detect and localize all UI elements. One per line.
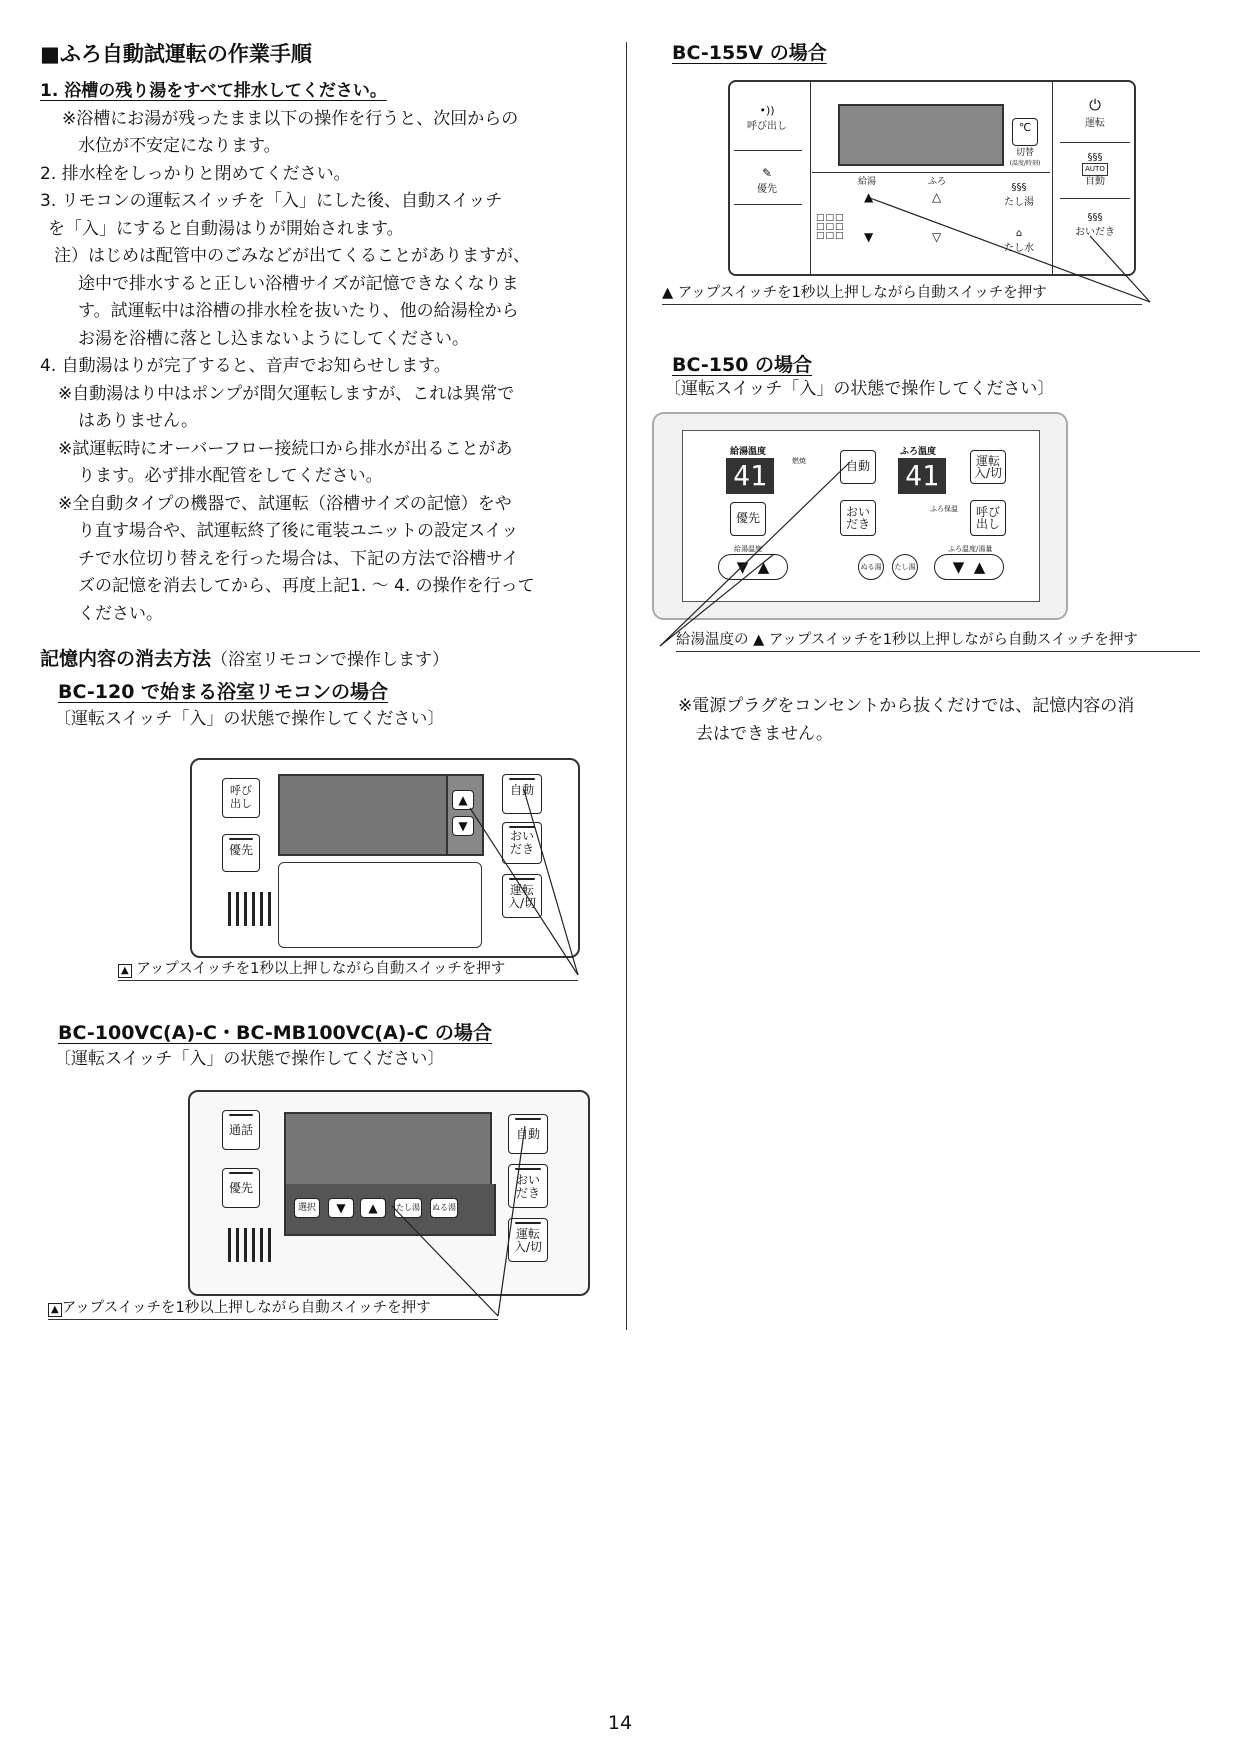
step-4-note3-cont4: ください。	[78, 603, 163, 624]
bc100-nuruyu-button[interactable]: ぬる湯	[430, 1198, 458, 1218]
bc100-oidaki-button[interactable]: おい だき	[508, 1164, 548, 1208]
bc155-kiri-button[interactable]: ℃	[1012, 118, 1038, 146]
bc150-right-display: 41	[898, 458, 946, 494]
bc155-furo-down-button[interactable]: ▽	[932, 230, 942, 244]
bc150-unten-button[interactable]: 運転 入/切	[970, 450, 1006, 484]
bc155-kyuto-label: 給湯	[858, 177, 877, 187]
bc150-yusen-button[interactable]: 優先	[730, 502, 766, 536]
step-4-note1: ※自動湯はり中はポンプが間欠運転しますが、これは異常で	[58, 383, 515, 404]
step-4-note3-cont2: チで水位切り替えを行った場合は、下記の方法で浴槽サイ	[78, 548, 519, 569]
step-2: 2. 排水栓をしっかりと閉めてください。	[40, 163, 351, 184]
bc100-condition: 〔運転スイッチ「入」の状態で操作してください〕	[54, 1049, 445, 1069]
step-4: 4. 自動湯はりが完了すると、音声でお知らせします。	[40, 356, 451, 376]
step-3-cont: を「入」にすると自動湯はりが開始されます。	[48, 218, 404, 239]
power-icon: ⏻	[1089, 96, 1101, 114]
bc100-tsuwa-button[interactable]: 通話	[222, 1110, 260, 1150]
bc155-yusen-button[interactable]: ✎ 優先	[757, 166, 777, 195]
bc155-kyuto-down-button[interactable]: ▼	[864, 230, 874, 244]
bc100-tashiyu-button[interactable]: たし湯	[394, 1198, 422, 1218]
bc150-nuruyu-button[interactable]: ぬる湯	[858, 554, 884, 580]
step-3-note-cont1: 途中で排水すると正しい浴槽サイズが記憶できなくなりま	[78, 273, 519, 294]
bc155-oidaki-button[interactable]: §§§ おいだき	[1075, 212, 1115, 238]
up-icon: ▲	[48, 1303, 62, 1317]
bc100-caption: ▲ アップスイッチを1秒以上押しながら自動スイッチを押す	[48, 1296, 498, 1320]
bc100-title: BC-100VC(A)-C・BC-MB100VC(A)-C の場合	[58, 1022, 492, 1044]
bc150-furo-hoon-label: ふろ保温	[930, 505, 958, 513]
step-3-note: 注）はじめは配管中のごみなどが出てくることがありますが、	[54, 246, 530, 266]
bc155-kyuto-up-button[interactable]: ▲	[864, 190, 874, 204]
bc150-tashiyu-button[interactable]: たし湯	[892, 554, 918, 580]
bc100-up-button[interactable]: ▲	[360, 1198, 386, 1218]
bc155-tashimizu-button[interactable]: ⌂ たし水	[1004, 228, 1034, 254]
power-plug-note: ※電源プラグをコンセントから抜くだけでは、記憶内容の消 去はできません。	[678, 696, 1135, 744]
step-1-note-cont: 水位が不安定になります。	[78, 136, 281, 156]
bc150-furo-ondo-label: ふろ温度	[900, 447, 937, 457]
bc100-unten-button[interactable]: 運転 入/切	[508, 1218, 548, 1262]
bc120-up-button[interactable]: ▲	[452, 790, 474, 810]
bc120-yusen-button[interactable]: 優先	[222, 834, 260, 872]
step-4-note1-cont: はありません。	[78, 411, 199, 431]
bc150-jido-button[interactable]: 自動	[840, 450, 876, 484]
erase-heading: 記憶内容の消去方法（浴室リモコンで操作します）	[40, 648, 450, 670]
step-4-note2: ※試運転時にオーバーフロー接続口から排水が出ることがあ	[58, 438, 513, 459]
bc150-kyuto-ondo-label: 給湯温度	[730, 447, 767, 457]
bc120-unten-button[interactable]: 運転 入/切	[502, 874, 542, 918]
step-1-note: ※浴槽にお湯が残ったまま以下の操作を行うと、次回からの	[62, 108, 519, 129]
bc150-title: BC-150 の場合	[672, 354, 813, 376]
bc150-kyuto-ondo-label2: 給湯温度	[734, 545, 762, 553]
step-3: 3. リモコンの運転スイッチを「入」にした後、自動スイッチ	[40, 191, 503, 211]
step-4-note2-cont: ります。必ず排水配管をしてください。	[78, 466, 383, 486]
step-1: 1. 浴槽の残り湯をすべて排水してください。	[40, 81, 387, 101]
page-number: 14	[607, 1712, 633, 1734]
step-3-note-cont2: す。試運転中は浴槽の排水栓を抜いたり、他の給湯栓から	[78, 301, 519, 321]
bc155-unten-button[interactable]: ⏻ 運転	[1068, 96, 1122, 129]
bc150-oidaki-button[interactable]: おい だき	[840, 500, 876, 536]
step-4-note3-cont3: ズの記憶を消去してから、再度上記1. ～ 4. の操作を行って	[78, 576, 535, 596]
up-icon: ▲	[118, 964, 132, 978]
bc155-yobidashi-button[interactable]: •)) 呼び出し	[747, 104, 787, 132]
bc155-title: BC-155V の場合	[672, 42, 827, 64]
bc150-left-display: 41	[726, 458, 774, 494]
bc150-condition: 〔運転スイッチ「入」の状態で操作してください〕	[664, 379, 1055, 399]
bc100-sentaku-button[interactable]: 選択	[294, 1198, 320, 1218]
bc155-furo-up-button[interactable]: △	[932, 190, 942, 204]
bc120-oidaki-button[interactable]: おい だき	[502, 822, 542, 864]
bc100-jido-button[interactable]: 自動	[508, 1114, 548, 1154]
bc150-furo-updown-button[interactable]: ▼ ▲	[934, 554, 1004, 580]
step-3-note-cont3: お湯を浴槽に落とし込まないようにしてください。	[78, 328, 469, 349]
bc150-furo-ondo-suii-label: ふろ温度/湯量	[948, 545, 993, 553]
section-heading: ■ふろ自動試運転の作業手順	[40, 42, 312, 66]
bc155-keypad: □□□ □□□ □□□	[816, 213, 845, 241]
bc120-yobidashi-button[interactable]: 呼び 出し	[222, 778, 260, 818]
bc155-kiri-label: 切替 (温度/時刻)	[1009, 148, 1041, 167]
bc120-title: BC-120 で始まる浴室リモコンの場合	[58, 681, 389, 703]
bc100-yusen-button[interactable]: 優先	[222, 1168, 260, 1208]
step-4-note3: ※全自動タイプの機器で、試運転（浴槽サイズの記憶）をや	[58, 493, 512, 514]
bc155-caption: ▲ アップスイッチを1秒以上押しながら自動スイッチを押す	[662, 281, 1142, 305]
bc120-jido-button[interactable]: 自動	[502, 774, 542, 814]
bc155-jido-button[interactable]: §§§ AUTO 自動	[1068, 152, 1122, 187]
bc150-yobidashi-button[interactable]: 呼び 出し	[970, 500, 1006, 536]
step-4-note3-cont1: り直す場合や、試運転終了後に電装ユニットの設定スイッ	[78, 521, 519, 541]
bc120-down-button[interactable]: ▼	[452, 816, 474, 836]
bc120-condition: 〔運転スイッチ「入」の状態で操作してください〕	[54, 709, 445, 729]
bc155-furo-label: ふろ	[928, 177, 947, 187]
bc150-kyuto-updown-button[interactable]: ▼ ▲	[718, 554, 788, 580]
bc150-nensho-label: 燃焼	[792, 457, 806, 465]
bc100-down-button[interactable]: ▼	[328, 1198, 354, 1218]
bc150-caption: 給湯温度の ▲ アップスイッチを1秒以上押しながら自動スイッチを押す	[676, 628, 1200, 652]
bc155-tashiyu-button[interactable]: §§§ たし湯	[1004, 182, 1034, 208]
bc120-caption: ▲ アップスイッチを1秒以上押しながら自動スイッチを押す	[118, 957, 578, 981]
